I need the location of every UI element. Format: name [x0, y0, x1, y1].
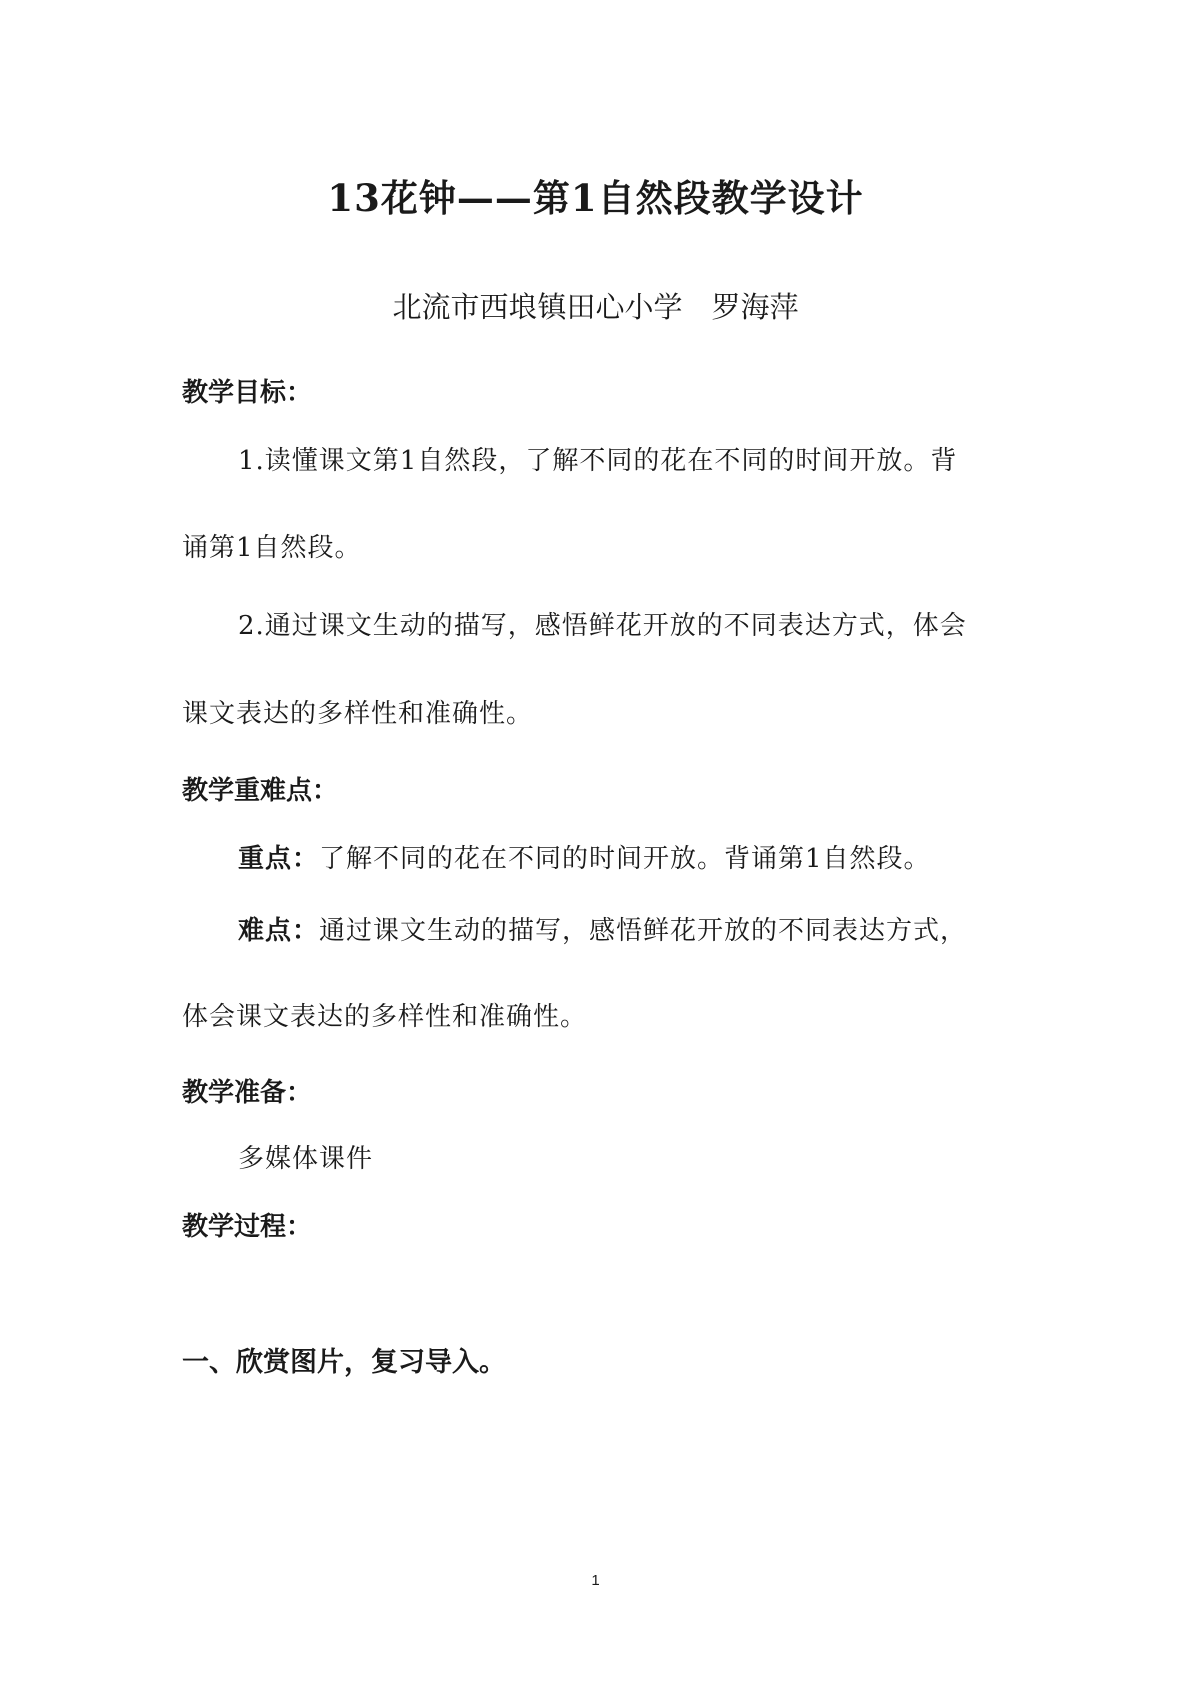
- focus-label: 重点：: [238, 844, 320, 874]
- focus-paragraph: [238, 838, 931, 875]
- page-number: 1: [591, 1572, 600, 1589]
- objective-1-line-1: 1.读懂课文第1自然段，了解不同的花在不同的时间开放。背: [238, 446, 958, 476]
- objective-2-line-2: 课文表达的多样性和准确性。: [182, 699, 534, 729]
- preparation-heading: 教学准备：: [182, 1078, 313, 1108]
- focus-text: 了解不同的花在不同的时间开放。背诵第1自然段。: [319, 844, 931, 874]
- difficulty-label: 难点：: [238, 916, 320, 946]
- preparation-text: 多媒体课件: [238, 1144, 374, 1174]
- key-points-heading: 教学重难点：: [182, 776, 339, 806]
- objective-1-line-2: 诵第1自然段。: [182, 533, 362, 563]
- author-line: 北流市西埌镇田心小学 罗海萍: [392, 290, 799, 324]
- section-1-heading: 一、欣赏图片，复习导入。: [182, 1347, 506, 1378]
- process-heading: 教学过程：: [182, 1212, 313, 1242]
- objectives-heading: 教学目标：: [182, 378, 313, 408]
- difficulty-line-2: 体会课文表达的多样性和准确性。: [182, 1002, 588, 1032]
- objective-2-line-1: 2.通过课文生动的描写，感悟鲜花开放的不同表达方式，体会: [238, 611, 967, 641]
- difficulty-paragraph: [238, 910, 967, 947]
- document-title: 13花钟——第1自然段教学设计: [327, 176, 864, 220]
- difficulty-text: 通过课文生动的描写，感悟鲜花开放的不同表达方式，: [319, 916, 968, 946]
